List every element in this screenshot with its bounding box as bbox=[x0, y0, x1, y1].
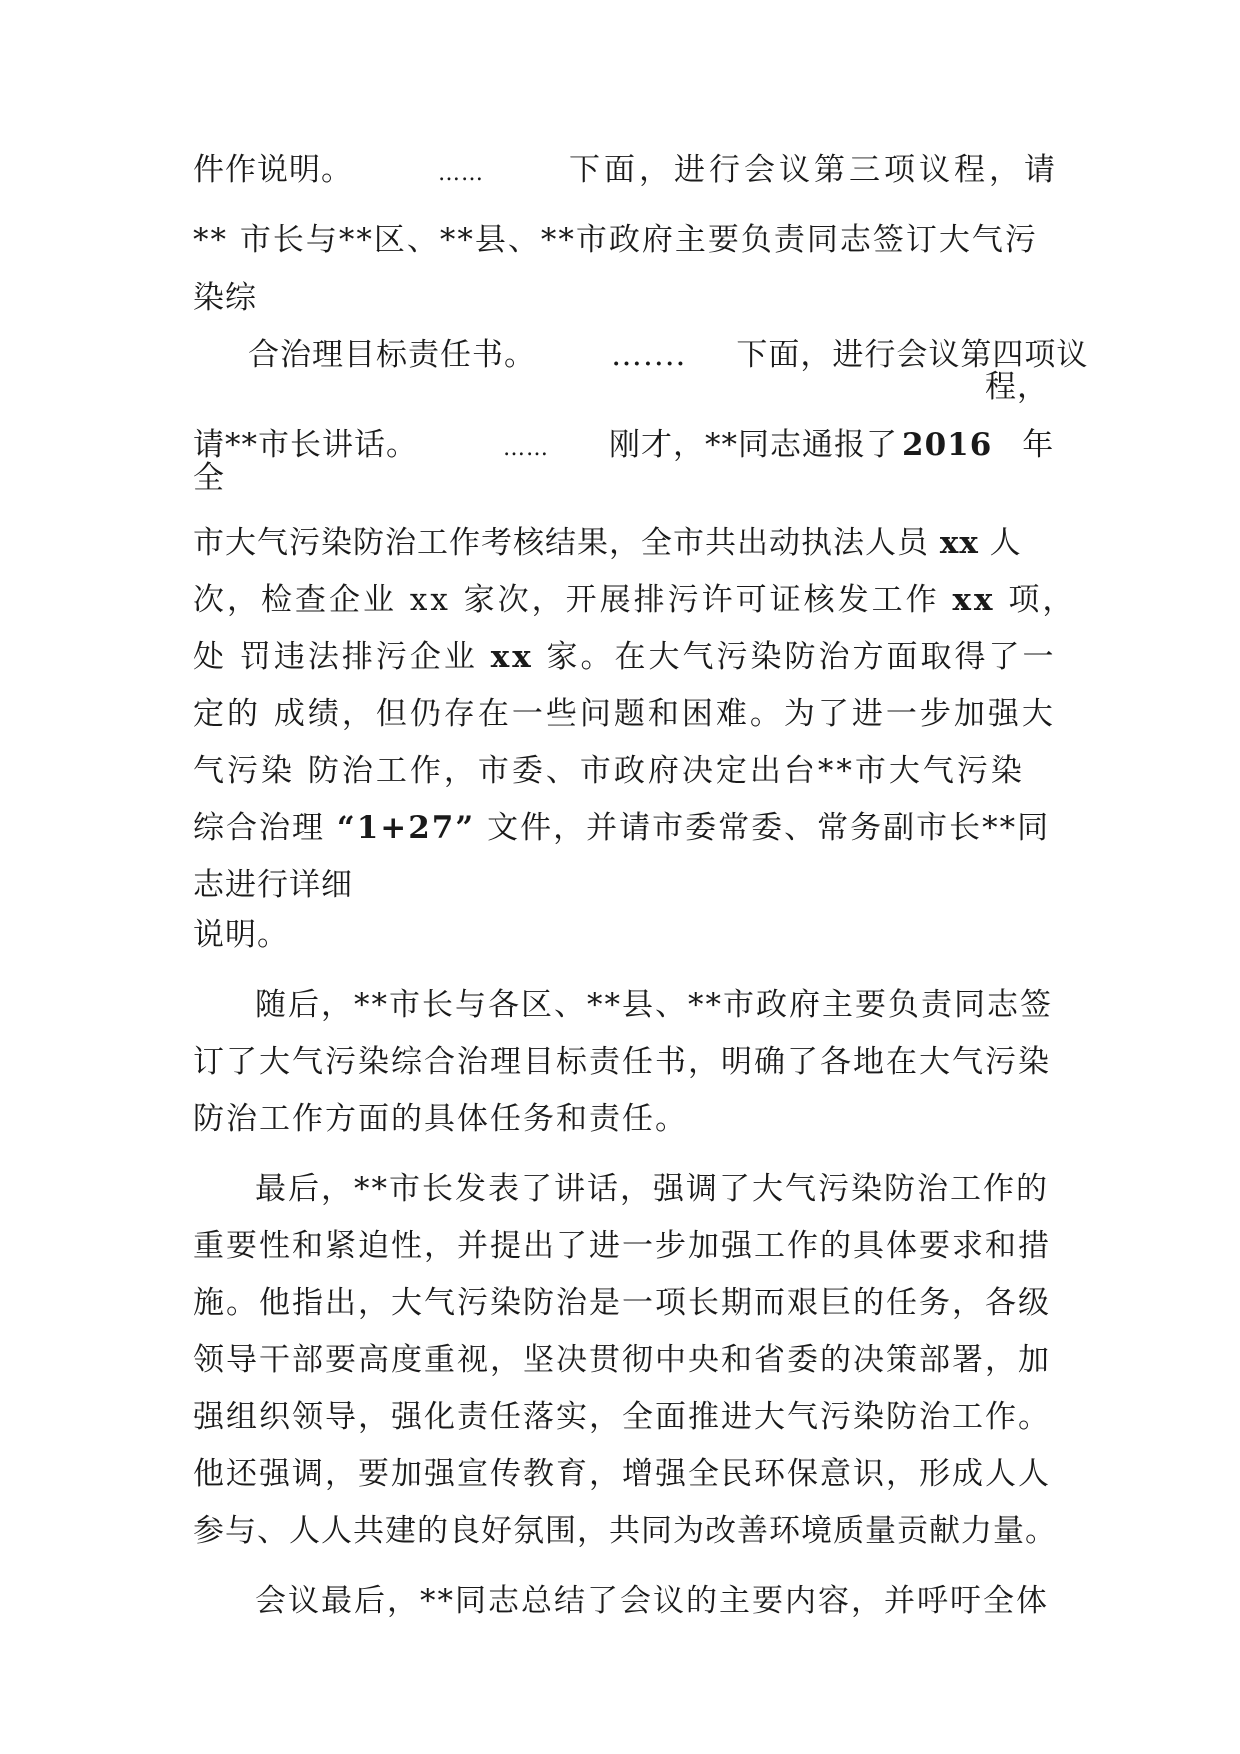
line5-part-d: 年 bbox=[1022, 427, 1055, 463]
para1-line-5-text: 气污染 防治工作，市委、市政府决定出台**市大气污染 bbox=[193, 753, 1025, 789]
para2-line-3 bbox=[193, 1099, 1053, 1139]
text-line-2 bbox=[193, 220, 1053, 260]
para3-line-1-text: 最后，**市长发表了讲话，强调了大气污染防治工作的 bbox=[255, 1171, 1049, 1207]
para3-line-4 bbox=[193, 1340, 1053, 1380]
text-line-5b bbox=[193, 458, 1053, 498]
para1-line-5 bbox=[193, 751, 1053, 791]
line2-text: ** 市长与**区、**县、**市政府主要负责同志签订大气污 bbox=[193, 222, 1038, 258]
line4-part-a: 合治理目标责任书。 bbox=[248, 337, 536, 373]
para3-line-2 bbox=[193, 1226, 1053, 1266]
para1-line-8 bbox=[193, 915, 1053, 955]
para1-line-3-text: 处 罚违法排污企业 xx 家。在大气污染防治方面取得了一 bbox=[193, 639, 1057, 675]
para1-line-1 bbox=[193, 523, 1053, 563]
line4-ellipsis: ….... bbox=[611, 337, 687, 373]
para3-line-1 bbox=[255, 1169, 1115, 1209]
text-line-4 bbox=[248, 335, 1089, 375]
para3-line-3 bbox=[193, 1283, 1053, 1323]
para3-line-7-text: 参与、人人共建的良好氛围，共同为改善环境质量贡献力量。 bbox=[193, 1513, 1057, 1549]
text-line-1 bbox=[193, 150, 1059, 194]
line5-part-c: 刚才，**同志通报了 bbox=[609, 427, 898, 463]
para2-line-3-text: 防治工作方面的具体任务和责任。 bbox=[193, 1101, 688, 1137]
para4-line-1 bbox=[255, 1581, 1115, 1621]
line1-part-a: 件作说明。 bbox=[193, 152, 353, 188]
para3-line-5 bbox=[193, 1397, 1053, 1437]
para1-line-8-text: 说明。 bbox=[193, 917, 289, 953]
para3-line-3-text: 施。他指出，大气污染防治是一项长期而艰巨的任务，各级 bbox=[193, 1285, 1051, 1321]
para1-line-2 bbox=[193, 580, 1077, 620]
line3-text: 染综 bbox=[193, 280, 257, 316]
para1-line-7-text: 志进行详细 bbox=[193, 867, 353, 903]
para2-line-1-text: 随后，**市长与各区、**县、**市政府主要负责同志签 bbox=[255, 987, 1053, 1023]
para4-line-1-text: 会议最后，**同志总结了会议的主要内容，并呼吁全体 bbox=[255, 1583, 1049, 1619]
line1-ellipsis: …… bbox=[438, 161, 484, 186]
line4-part-c: 下面，进行会议第四项议 bbox=[736, 337, 1089, 373]
line4b-text: 程， bbox=[985, 369, 1049, 405]
line5-part-a: 请**市长讲话。 bbox=[193, 427, 418, 463]
para3-line-7 bbox=[193, 1511, 1057, 1551]
para2-line-2-text: 订了大气污染综合治理目标责任书，明确了各地在大气污染 bbox=[193, 1044, 1051, 1080]
para3-line-6 bbox=[193, 1454, 1053, 1494]
para3-line-2-text: 重要性和紧迫性，并提出了进一步加强工作的具体要求和措 bbox=[193, 1228, 1051, 1264]
line5-ellipsis: …… bbox=[503, 436, 549, 461]
para1-line-6-text: 综合治理 “1+27” 文件，并请市委常委、常务副市长**同 bbox=[193, 810, 1051, 846]
para3-line-6-text: 他还强调，要加强宣传教育，增强全民环保意识，形成人人 bbox=[193, 1456, 1051, 1492]
para2-line-1 bbox=[255, 985, 1115, 1025]
para1-line-1-text: 市大气污染防治工作考核结果，全市共出动执法人员 xx 人 bbox=[193, 525, 1022, 561]
para3-line-5-text: 强组织领导，强化责任落实，全面推进大气污染防治工作。 bbox=[193, 1399, 1051, 1435]
para1-line-4-text: 定的 成绩，但仍存在一些问题和困难。为了进一步加强大 bbox=[193, 696, 1056, 732]
line1-part-c: 下面，进行会议第三项议程，请 bbox=[569, 152, 1059, 188]
para3-line-4-text: 领导干部要高度重视，坚决贯彻中央和省委的决策部署，加 bbox=[193, 1342, 1051, 1378]
para1-line-7 bbox=[193, 865, 1053, 905]
para1-line-3 bbox=[193, 637, 1057, 677]
text-line-4b bbox=[985, 367, 1065, 407]
line5-year: 2016 bbox=[902, 427, 993, 463]
line5b-text: 全 bbox=[193, 460, 225, 496]
text-line-3 bbox=[193, 278, 1053, 318]
para1-line-2-text: 次，检查企业 xx 家次，开展排污许可证核发工作 xx 项， bbox=[193, 582, 1077, 618]
para1-line-6 bbox=[193, 808, 1053, 848]
para2-line-2 bbox=[193, 1042, 1053, 1082]
para1-line-4 bbox=[193, 694, 1056, 734]
